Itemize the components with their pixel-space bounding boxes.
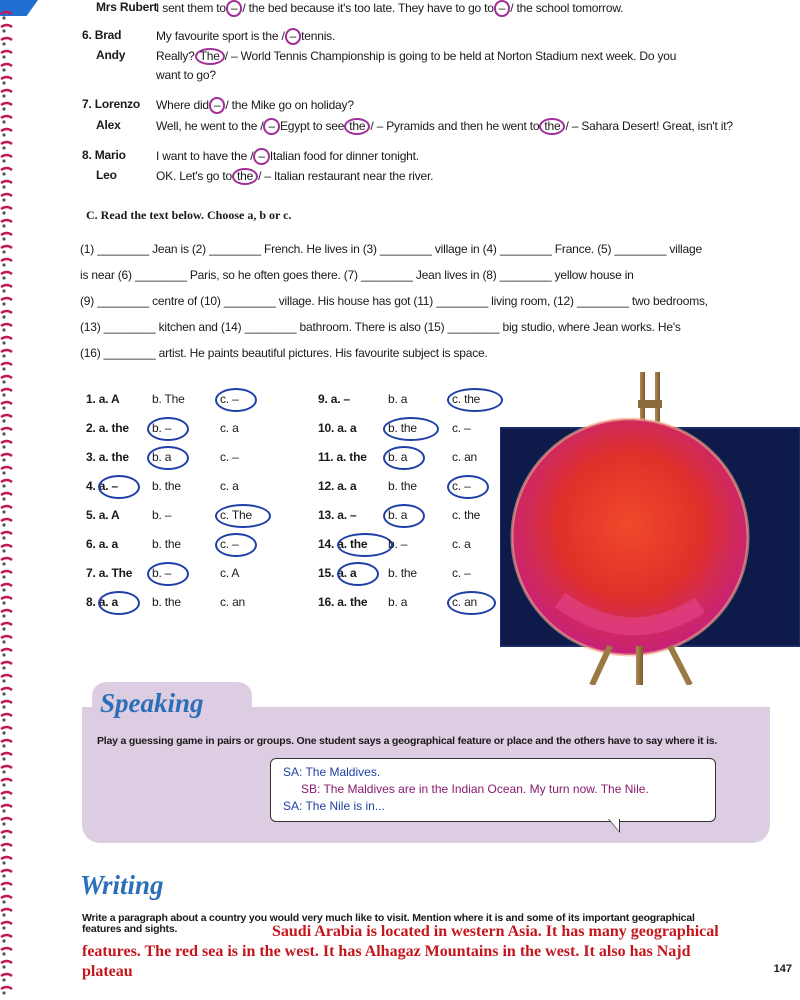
writing-instruction: Write a paragraph about a country you would very much like to visit. Mention where it is and some of its important geographical features and sights. <box>82 912 695 935</box>
selected-answer-ring <box>147 446 189 470</box>
circled-answer: – <box>263 118 279 135</box>
dialogue-line <box>156 68 216 82</box>
option-c: c. a <box>220 479 239 493</box>
option-b: b. – <box>152 508 172 522</box>
dialogue-line <box>156 28 335 45</box>
option-b: b. the <box>388 566 417 580</box>
option-c: c. the <box>452 392 481 406</box>
option-a: 6. a. a <box>86 537 118 551</box>
option-c: c. – <box>220 450 239 464</box>
option-a: 10. a. a <box>318 421 357 435</box>
dialogue-text: / – Italian restaurant near the river. <box>258 169 434 183</box>
bubble-line-sa: SA: The Maldives. <box>283 765 381 779</box>
selected-answer-ring <box>447 388 503 412</box>
option-a: 13. a. – <box>318 508 357 522</box>
option-c: c. The <box>220 508 252 522</box>
exercise-c-line: (13) ________ kitchen and (14) ________ bathroom. There is also (15) ________ big studio, where Jean works. He's <box>80 320 681 334</box>
option-a: 15. a. a <box>318 566 357 580</box>
option-b: b. The <box>152 392 185 406</box>
selected-answer-ring <box>147 417 189 441</box>
dialogue-text: / the bed because it's too late. They have to go to <box>242 1 494 15</box>
option-a: 3. a. the <box>86 450 129 464</box>
dialogue-text: tennis. <box>301 29 336 43</box>
option-c: c. – <box>452 566 471 580</box>
circled-answer: – <box>209 97 225 114</box>
option-c: c. – <box>452 479 471 493</box>
selected-answer-ring <box>215 388 257 412</box>
selected-answer-ring <box>447 591 496 615</box>
exercise-c-line: (9) ________ centre of (10) ________ village. His house has got (11) ________ living room, (12) ________ two bedrooms, <box>80 294 708 308</box>
writing-answer: Saudi Arabia is located in western Asia. It has many geographical features. The red sea is in the west. It has Alhagaz Mountains in the west. It also has Najd plateau <box>82 923 719 980</box>
option-c: c. – <box>452 421 471 435</box>
option-b: b. a <box>388 450 408 464</box>
option-b: b. – <box>152 421 172 435</box>
selected-answer-ring <box>383 504 425 528</box>
circled-answer: – <box>226 0 242 17</box>
circled-answer: the <box>344 118 370 135</box>
writing-heading: Writing <box>80 870 164 900</box>
circled-answer: – <box>494 0 510 17</box>
selected-answer-ring <box>147 562 189 586</box>
circled-answer: the <box>232 168 258 185</box>
dialogue-speaker: Leo <box>96 168 117 182</box>
selected-answer-ring <box>383 417 439 441</box>
exercise-c-line: is near (6) ________ Paris, so he often goes there. (7) ________ Jean lives in (8) ________ yellow house in <box>80 268 634 282</box>
spiral-binding <box>0 0 14 1000</box>
option-b: b. the <box>152 595 181 609</box>
speaking-heading: Speaking <box>100 688 204 718</box>
selected-answer-ring <box>383 446 425 470</box>
selected-answer-ring <box>215 533 257 557</box>
option-c: c. an <box>220 595 246 609</box>
dialogue-text: Italian food for dinner tonight. <box>269 149 419 163</box>
dialogue-line <box>156 168 433 185</box>
dialogue-text: Well, he went to the / <box>156 119 264 133</box>
dialogue-line <box>156 118 733 135</box>
option-c: c. – <box>220 392 239 406</box>
option-c: c. A <box>220 566 240 580</box>
circled-answer: – <box>253 148 269 165</box>
option-a: 4. a. – <box>86 479 118 493</box>
dialogue-text: / the Mike go on holiday? <box>225 98 354 112</box>
bubble-line-sa-2: SA: The Nile is in... <box>283 799 385 813</box>
option-c: c. a <box>452 537 471 551</box>
bubble-line-sb: SB: The Maldives are in the Indian Ocean. My turn now. The Nile. <box>301 782 649 796</box>
dialogue-line <box>156 97 354 114</box>
speech-bubble <box>270 758 716 822</box>
dialogue-text: My favourite sport is the / <box>156 29 285 43</box>
dialogue-text: OK. Let's go to <box>156 169 233 183</box>
exercise-c-line: (1) ________ Jean is (2) ________ French. He lives in (3) ________ village in (4) ________ France. (5) ________ village <box>80 242 702 256</box>
dialogue-line <box>156 0 623 17</box>
dialogue-speaker: Andy <box>96 48 126 62</box>
speaking-instruction: Play a guessing game in pairs or groups. One student says a geographical feature or place and the others have to say where it is. <box>97 735 718 747</box>
selected-answer-ring <box>98 475 140 499</box>
dialogue-text: Really? <box>156 49 195 63</box>
option-b: b. a <box>388 392 408 406</box>
selected-answer-ring <box>98 591 140 615</box>
dialogue-speaker: 6. Brad <box>82 28 122 42</box>
option-a: 11. a. the <box>318 450 367 464</box>
easel-painting-image <box>500 370 800 685</box>
dialogue-text: / – Sahara Desert! Great, isn't it? <box>565 119 733 133</box>
dialogue-speaker: Alex <box>96 118 121 132</box>
option-b: b. – <box>152 566 172 580</box>
option-c: c. a <box>220 421 239 435</box>
option-a: 12. a. a <box>318 479 357 493</box>
option-b: b. a <box>152 450 172 464</box>
page-number: 147 <box>773 963 792 975</box>
option-b: b. the <box>388 479 417 493</box>
option-b: b. – <box>388 537 408 551</box>
option-a: 1. a. A <box>86 392 120 406</box>
option-c: c. the <box>452 508 481 522</box>
dialogue-text: I sent them to <box>156 1 226 15</box>
option-b: b. a <box>388 595 408 609</box>
option-b: b. the <box>388 421 417 435</box>
dialogue-line <box>156 48 676 65</box>
bubble-tail-inner <box>609 819 619 831</box>
dialogue-text: / – Pyramids and then he went to <box>370 119 540 133</box>
option-a: 14. a. the <box>318 537 368 551</box>
option-c: c. – <box>220 537 239 551</box>
dialogue-text: / the school tomorrow. <box>510 1 624 15</box>
selected-answer-ring <box>447 475 489 499</box>
option-b: b. the <box>152 479 181 493</box>
circled-answer: – <box>285 28 301 45</box>
selected-answer-ring <box>337 533 393 557</box>
selected-answer-ring <box>215 504 271 528</box>
option-c: c. an <box>452 595 478 609</box>
dialogue-text: / – World Tennis Championship is going to be held at Norton Stadium next week. Do you <box>224 49 677 63</box>
option-c: c. an <box>452 450 478 464</box>
dialogue-text: I want to have the / <box>156 149 254 163</box>
dialogue-text: Where did <box>156 98 209 112</box>
dialogue-speaker: 7. Lorenzo <box>82 97 141 111</box>
option-a: 8. a. a <box>86 595 118 609</box>
exercise-c-title: C. Read the text below. Choose a, b or c. <box>86 208 292 222</box>
exercise-c-line: (16) ________ artist. He paints beautiful pictures. His favourite subject is space. <box>80 346 488 360</box>
option-b: b. a <box>388 508 408 522</box>
circled-answer: the <box>539 118 565 135</box>
option-a: 9. a. – <box>318 392 350 406</box>
dialogue-line <box>156 148 419 165</box>
dialogue-speaker: Mrs Rubert <box>96 0 158 14</box>
option-b: b. the <box>152 537 181 551</box>
option-a: 2. a. the <box>86 421 129 435</box>
option-a: 16. a. the <box>318 595 368 609</box>
dialogue-text: want to go? <box>156 68 216 82</box>
dialogue-text: Egypt to see <box>279 119 345 133</box>
selected-answer-ring <box>337 562 379 586</box>
circled-answer: The <box>195 48 225 65</box>
option-a: 5. a. A <box>86 508 120 522</box>
dialogue-speaker: 8. Mario <box>82 148 126 162</box>
option-a: 7. a. The <box>86 566 133 580</box>
